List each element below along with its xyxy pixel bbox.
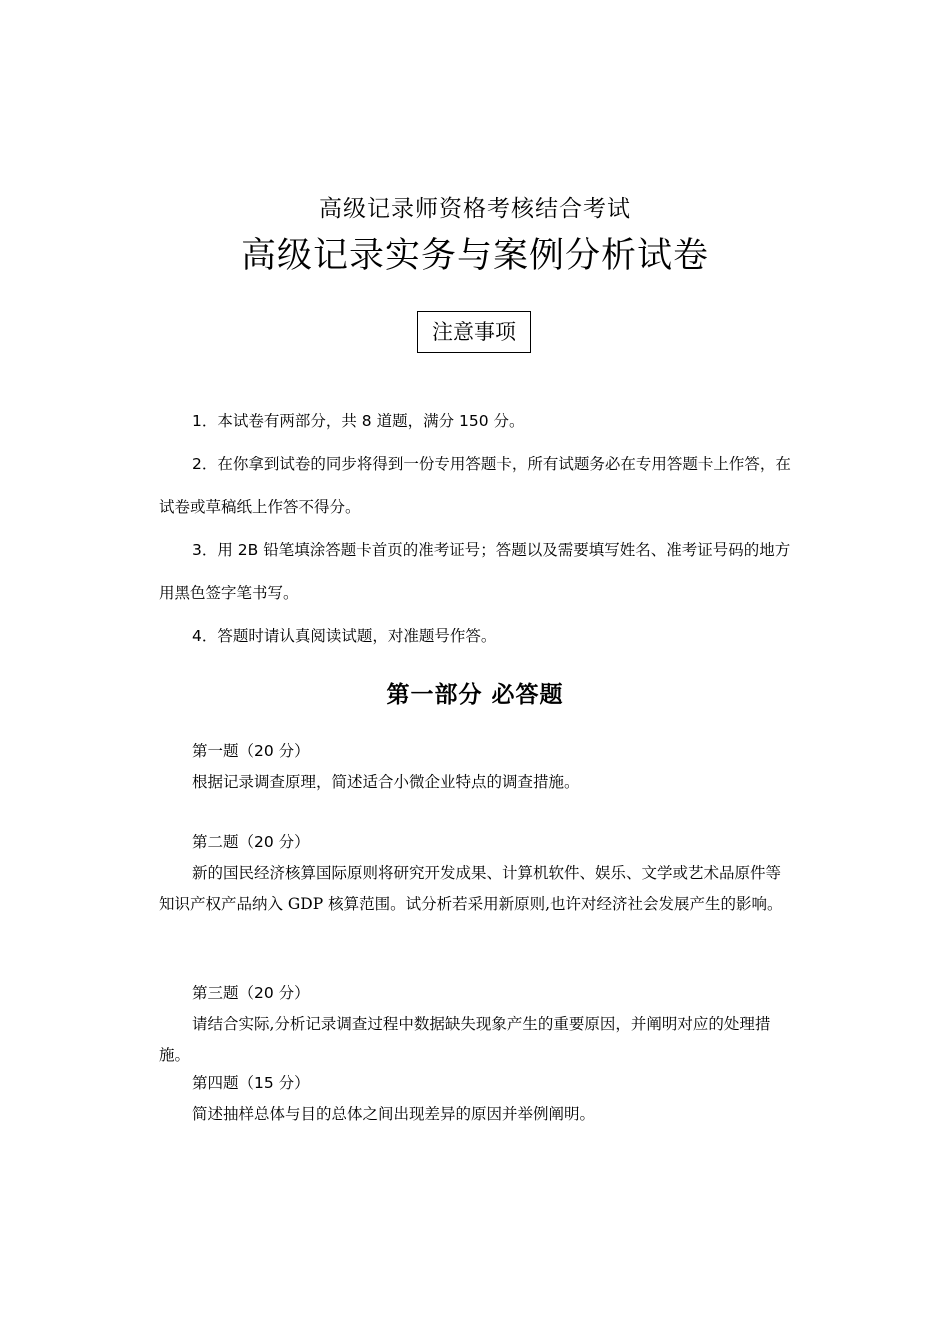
question-body: 根据记录调查原理，简述适合小微企业特点的调查措施。	[192, 773, 580, 791]
question-heading: 第二题（20 分）	[192, 833, 310, 851]
question-body: 请结合实际,分析记录调查过程中数据缺失现象产生的重要原因，并阐明对应的处理措施。	[159, 1015, 771, 1064]
notice-label-box: 注意事项	[417, 311, 531, 353]
question-2	[159, 827, 793, 920]
question-heading: 第三题（20 分）	[192, 984, 310, 1002]
question-body: 简述抽样总体与目的总体之间出现差异的原因并举例阐明。	[192, 1105, 596, 1123]
notice-item-2: 2．在你拿到试卷的同步将得到一份专用答题卡，所有试题务必在专用答题卡上作答，在试卷或草稿纸上作答不得分。	[159, 455, 791, 516]
question-body: 新的国民经济核算国际原则将研究开发成果、计算机软件、娱乐、文学或艺术品原件等知识产权产品纳入 GDP 核算范围。试分析若采用新原则,也许对经济社会发展产生的影响。	[159, 864, 783, 913]
exam-title: 高级记录实务与案例分析试卷	[240, 236, 709, 276]
question-1	[159, 736, 793, 798]
notice-item-1: 1．本试卷有两部分，共 8 道题，满分 150 分。	[192, 412, 525, 430]
notice-item-4: 4．答题时请认真阅读试题，对准题号作答。	[192, 627, 497, 645]
part-one-title: 第一部分 必答题	[386, 682, 564, 708]
question-heading: 第四题（15 分）	[192, 1074, 310, 1092]
notice-list	[159, 400, 793, 658]
question-heading: 第一题（20 分）	[192, 742, 310, 760]
notice-item-3: 3．用 2B 铅笔填涂答题卡首页的准考证号；答题以及需要填写姓名、准考证号码的地方用黑色签字笔书写。	[159, 541, 791, 602]
exam-subtitle: 高级记录师资格考核结合考试	[319, 196, 631, 222]
question-4	[159, 1068, 793, 1130]
question-3	[159, 978, 793, 1071]
